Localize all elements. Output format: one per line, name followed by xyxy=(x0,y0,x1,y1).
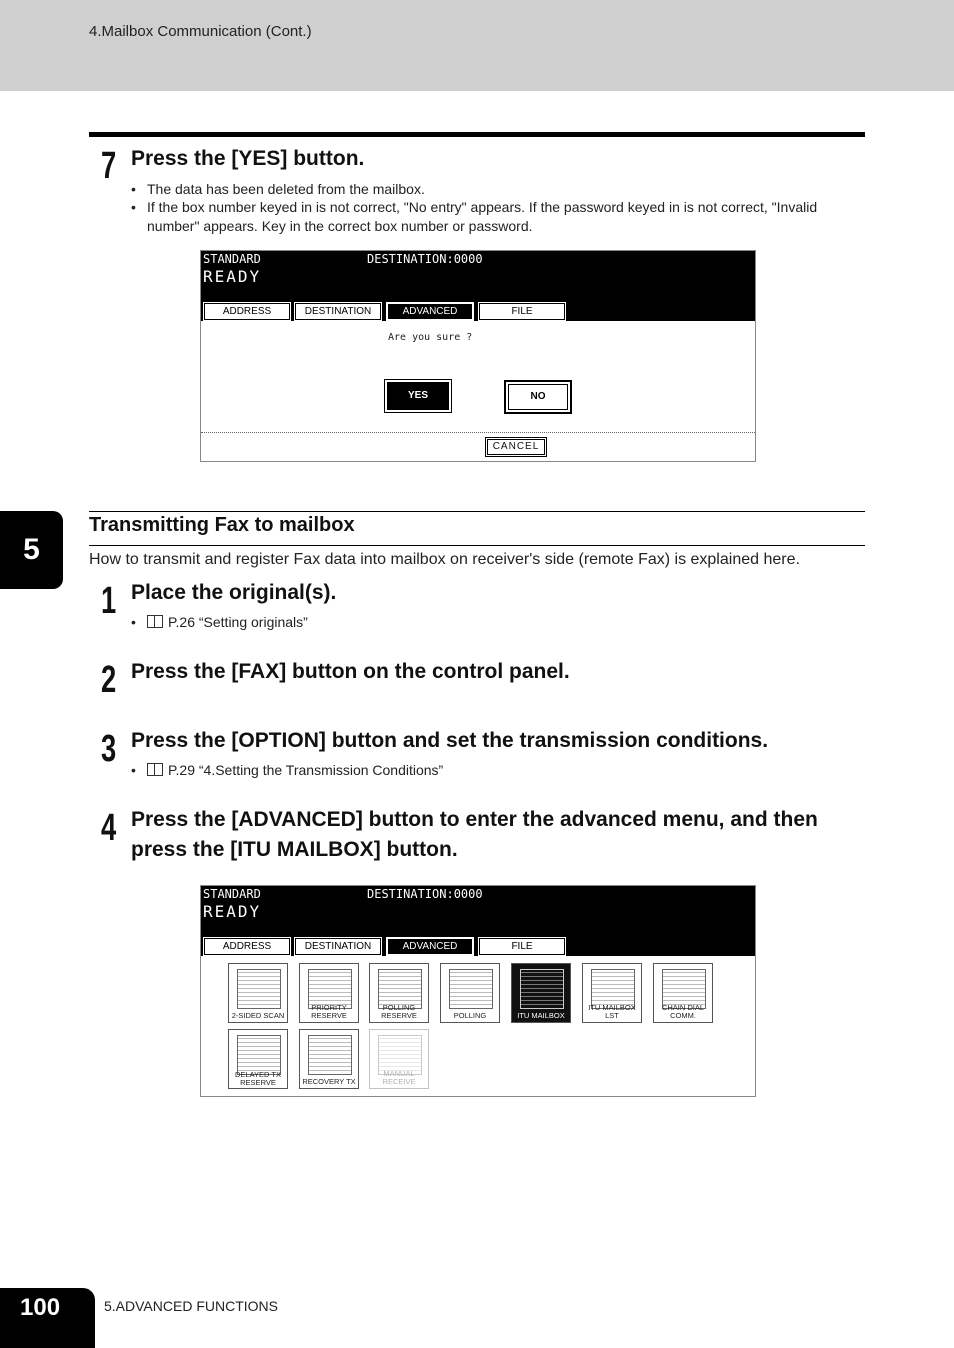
chain-dial-comm-button[interactable] xyxy=(653,963,713,1023)
step-number: 3 xyxy=(101,728,116,770)
status-destination: DESTINATION:0000 xyxy=(367,252,483,266)
icon-label: MANUAL RECEIVE xyxy=(382,1069,416,1086)
itu-mailbox-button[interactable] xyxy=(511,963,571,1023)
icon-label: POLLING RESERVE xyxy=(381,1003,417,1020)
step-title-continued: press the [ITU MAILBOX] button. xyxy=(131,838,458,861)
page-reference-link[interactable]: P.26 “Setting originals” xyxy=(168,614,308,630)
header-band xyxy=(0,0,954,91)
icon-label: 2-SIDED SCAN xyxy=(231,1011,285,1020)
icon-label: RECOVERY TX xyxy=(302,1077,356,1086)
touch-panel-confirm xyxy=(200,250,756,462)
status-ready: READY xyxy=(203,267,262,286)
section-rule xyxy=(89,545,865,546)
divider xyxy=(201,432,755,433)
itu-mailbox-list-button[interactable] xyxy=(582,963,642,1023)
status-area xyxy=(201,251,755,321)
icon-label: CHAIN DIAL COMM. xyxy=(661,1003,705,1020)
page-reference-link[interactable]: P.29 “4.Setting the Transmission Conditions” xyxy=(168,762,444,778)
icon-label: POLLING xyxy=(453,1011,487,1020)
status-area xyxy=(201,886,755,956)
tab-advanced[interactable]: ADVANCED xyxy=(387,938,473,955)
section-intro: How to transmit and register Fax data into mailbox on receiver's side (remote Fax) is explained here. xyxy=(89,551,800,568)
delayed-tx-reserve-button[interactable] xyxy=(228,1029,288,1089)
page-number: 100 xyxy=(0,1288,95,1348)
icon-label: DELAYED TX RESERVE xyxy=(235,1070,281,1087)
step-title: Place the original(s). xyxy=(131,581,337,604)
running-header: 4.Mailbox Communication (Cont.) xyxy=(89,23,312,40)
priority-reserve-button[interactable] xyxy=(299,963,359,1023)
polling-button[interactable] xyxy=(440,963,500,1023)
section-rule xyxy=(89,132,865,137)
status-ready: READY xyxy=(203,902,262,921)
two-sided-scan-icon xyxy=(237,969,281,1009)
status-mode: STANDARD xyxy=(203,887,261,901)
tab-advanced[interactable]: ADVANCED xyxy=(387,303,473,320)
icon-label: PRIORITY RESERVE xyxy=(311,1003,347,1020)
step-title: Press the [YES] button. xyxy=(131,147,365,170)
tab-file[interactable]: FILE xyxy=(479,303,565,320)
recovery-tx-button[interactable] xyxy=(299,1029,359,1089)
timer-icon xyxy=(237,1035,281,1075)
book-icon xyxy=(147,763,163,776)
section-rule xyxy=(89,511,865,512)
cancel-button[interactable]: CANCEL xyxy=(485,437,547,457)
manual-receive-button xyxy=(369,1029,429,1089)
icon-label: ITU MAILBOX LST xyxy=(588,1003,636,1020)
running-footer: 5.ADVANCED FUNCTIONS xyxy=(104,1298,278,1314)
tab-file[interactable]: FILE xyxy=(479,938,565,955)
step-number: 4 xyxy=(101,807,116,849)
no-button[interactable]: NO xyxy=(504,380,572,414)
polling-reserve-button[interactable] xyxy=(369,963,429,1023)
itu-mailbox-icon xyxy=(520,969,564,1009)
tab-address[interactable]: ADDRESS xyxy=(204,938,290,955)
status-mode: STANDARD xyxy=(203,252,261,266)
step-number: 2 xyxy=(101,659,116,701)
yes-button[interactable]: YES xyxy=(387,382,449,410)
confirm-prompt: Are you sure ? xyxy=(388,332,473,343)
tab-destination[interactable]: DESTINATION xyxy=(295,303,381,320)
polling-icon xyxy=(449,969,493,1009)
touch-panel-advanced xyxy=(200,885,756,1097)
icon-label: ITU MAILBOX xyxy=(517,1011,565,1020)
step-title: Press the [ADVANCED] button to enter the advanced menu, and then xyxy=(131,808,818,831)
tab-destination[interactable]: DESTINATION xyxy=(295,938,381,955)
recovery-tx-icon xyxy=(308,1035,352,1075)
tab-address[interactable]: ADDRESS xyxy=(204,303,290,320)
section-title: Transmitting Fax to mailbox xyxy=(89,514,355,536)
step-title: Press the [OPTION] button and set the transmission conditions. xyxy=(131,729,769,752)
step-number: 7 xyxy=(101,145,116,187)
status-destination: DESTINATION:0000 xyxy=(367,887,483,901)
step-number: 1 xyxy=(101,580,116,622)
two-sided-scan-button[interactable] xyxy=(228,963,288,1023)
chapter-tab: 5 xyxy=(0,511,63,589)
step-title: Press the [FAX] button on the control panel. xyxy=(131,660,570,683)
book-icon xyxy=(147,615,163,628)
